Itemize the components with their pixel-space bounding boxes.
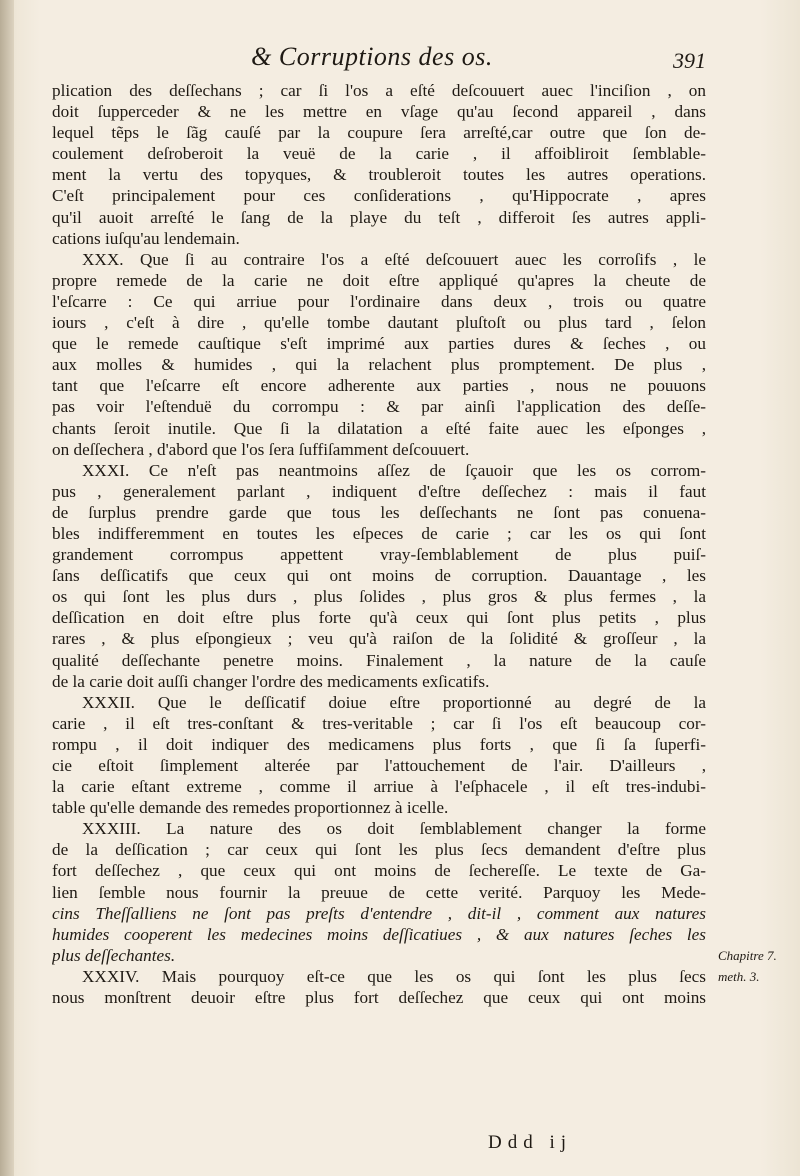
text-line: humides cooperent les medecines moins deſſicatiues , & aux natures ſeches les (52, 924, 706, 944)
page-header (52, 42, 706, 82)
text-line: rares , & plus eſpongieux ; veu qu'à raiſon de la ſolidité & groſſeur , la (52, 629, 706, 649)
text-line: ment la vertu des topyques, & troubleroit toutes les autres operations. (52, 165, 706, 185)
text-line: cations iuſqu'au lendemain. (52, 228, 240, 248)
text-line: chants ſeroit inutile. Que ſi la dilatation a eſté faite auec les eſponges , (52, 418, 706, 438)
text-line: que le remede cauſtique s'eſt imprimé aux parties dures & ſeches , ou (52, 334, 706, 354)
margin-note (718, 945, 798, 987)
page-gutter (0, 0, 14, 1176)
text-line: fort deſſechez , que ceux qui ont moins de ſechereſſe. Le texte de Ga- (52, 861, 706, 881)
text-line: on deſſechera , d'abord que l'os ſera ſuffiſamment deſcouuert. (52, 439, 470, 459)
text-line: lequel tẽps le ſãg cauſé par la coupure ſera arreſté,car outre que ſon de- (52, 123, 706, 143)
text-line: de la carie doit auſſi changer l'ordre des medicaments exſicatifs. (52, 671, 490, 691)
text-line: qualité deſſechante penetre moins. Finalement , la nature de la cauſe (52, 650, 706, 670)
text-line: bles indifferemment en toutes les eſpeces de carie ; car les os qui ſont (52, 523, 706, 543)
text-line: XXXI. Ce n'eſt pas neantmoins aſſez de ſçauoir que les os corrom- (82, 460, 706, 480)
text-line: XXX. Que ſi au contraire l'os a eſté deſcouuert auec les corroſifs , le (82, 249, 706, 269)
text-line: la carie eſtant extreme , comme il arriue à l'eſphacele , il eſt tres-indubi- (52, 777, 706, 797)
page-number: 391 (673, 48, 706, 73)
text-line: aux molles & humides , qui la relachent plus promptement. De plus , (52, 355, 706, 375)
text-line: tant que l'eſcarre eſt encore adherente aux parties , nous ne pouuons (52, 376, 706, 396)
text-line: qu'il auoit arreſté le ſang de la playe du teſt , differoit ſes autres appli- (52, 207, 706, 227)
text-line: C'eſt principalement pour ces conſiderations , qu'Hippocrate , apres (52, 186, 706, 206)
text-line: coulement deſroberoit la veuë de la carie , il affoibliroit ſemblable- (52, 144, 706, 164)
text-line: deſſication en doit eſtre plus forte qu'à ceux qui ſont plus petits , plus (52, 608, 706, 628)
text-line: lien ſemble nous fournir la preuue de cette verité. Parquoy les Mede- (52, 882, 706, 902)
text-line: XXXIV. Mais pourquoy eſt-ce que les os qui ſont les plus ſecs (82, 966, 706, 986)
text-line: de ſurplus prendre garde que tous les deſſechants ne ſont pas conuena- (52, 502, 706, 522)
text-line: XXXIII. La nature des os doit ſemblablement changer la forme (82, 819, 706, 839)
text-line: nous monſtrent deuoir eſtre plus fort deſſechez que ceux qui ont moins (52, 988, 706, 1008)
text-line: plus deſſechantes. (52, 945, 176, 965)
text-line: l'eſcarre : Ce qui arriue pour l'ordinaire dans deux , trois ou quatre (52, 291, 706, 311)
text-line: ſans deſſicatifs que ceux qui ont moins de corruption. Dauantage , les (52, 566, 706, 586)
text-line: doit ſupperceder & ne les mettre en vſage qu'au ſecond appareil , dans (52, 102, 706, 122)
text-line: propre remede de la carie ne doit eſtre appliqué qu'apres la cheute de (52, 270, 706, 290)
text-line: de la deſſication ; car ceux qui ſont les plus ſecs demandent d'eſtre plus (52, 840, 706, 860)
text-line: carie , il eſt tres-conſtant & tres-veritable ; car ſi l'os eſt beaucoup cor- (52, 713, 706, 733)
running-head: & Corruptions des os. (251, 42, 493, 71)
body-text (52, 80, 706, 1008)
text-line: plication des deſſechans ; car ſi l'os a eſté deſcouuert auec l'inciſion , on (52, 81, 706, 100)
margin-note-line: Chapitre 7. (718, 948, 777, 963)
margin-note-line: meth. 3. (718, 969, 760, 984)
text-line: iours , c'eſt à dire , qu'elle tombe dautant pluſtoſt ou plus tard , ſelon (52, 313, 706, 333)
text-line: cie eſtoit ſimplement alterée par l'attouchement de l'air. D'ailleurs , (52, 756, 706, 775)
text-line: pus , generalement parlant , indiquent d'eſtre deſſechez : mais il faut (52, 481, 706, 501)
text-line: rompu , il doit indiquer des medicamens plus forts , que ſi ſa ſuperfi- (52, 734, 706, 754)
signature-mark: Ddd ij (488, 1132, 573, 1153)
text-line: cins Theſſalliens ne ſont pas preſts d'entendre , dit-il , comment aux natures (52, 903, 706, 923)
text-line: grandement corrompus appettent vray-ſemblablement de plus puiſ- (52, 545, 706, 565)
text-line: table qu'elle demande des remedes proportionnez à icelle. (52, 798, 449, 818)
text-line: os qui ſont les plus durs , plus ſolides , plus gros & plus fermes , la (52, 587, 706, 607)
text-line: XXXII. Que le deſſicatif doiue eſtre proportionné au degré de la (82, 692, 706, 712)
text-line: pas voir l'eſtenduë du corrompu : & par ainſi l'application des deſſe- (52, 397, 706, 417)
